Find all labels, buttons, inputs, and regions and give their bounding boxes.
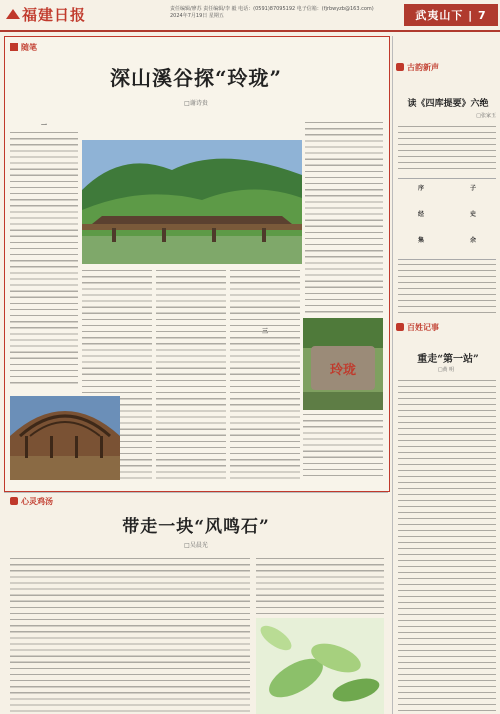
text-block xyxy=(10,556,250,712)
text-block xyxy=(398,378,496,712)
text-block xyxy=(256,556,384,614)
text-block xyxy=(305,120,383,316)
right-article-2-author: □黄 明 xyxy=(437,367,455,373)
right-column-tag-1: 古韵新声 xyxy=(396,62,439,73)
right-column-tag-2: 百姓记事 xyxy=(396,322,439,333)
text-block xyxy=(10,130,78,388)
section-divider xyxy=(4,492,388,493)
poem-heading: 序 xyxy=(417,185,424,192)
right-article-1-title: 读《四库提要》六绝 xyxy=(407,99,489,109)
masthead-meta xyxy=(170,6,400,20)
bottom-column-tag: 心灵鸡汤 xyxy=(10,496,53,507)
text-block xyxy=(303,412,383,480)
column-divider xyxy=(392,36,393,714)
poem-heading: 集 xyxy=(417,237,424,244)
editor-contact: 责任编辑/廖苏 责任编辑/李 毅 电话：(0591)87095192 电子信箱：(fjrbwyzb@163.com) xyxy=(170,6,374,12)
text-block xyxy=(156,268,226,480)
photo-bridge-interior xyxy=(10,396,120,480)
feature-column-tag: 随笔 xyxy=(10,42,37,53)
feature-title: 深山溪谷探“玲珑” xyxy=(109,66,282,90)
poem-heading: 史 xyxy=(469,211,476,218)
section-name: 武夷山下 | 7 xyxy=(404,4,498,26)
text-block xyxy=(398,262,496,314)
poem-heading: 经 xyxy=(417,211,424,218)
feature-body-col1 xyxy=(10,120,78,390)
photo-covered-bridge xyxy=(82,140,302,264)
poem-grid xyxy=(398,178,496,260)
poem-heading: 子 xyxy=(469,185,476,192)
logo-mark-icon xyxy=(6,8,20,20)
right-article-1-author: □张家玉 xyxy=(476,113,496,119)
photo-stone-plaque xyxy=(303,318,383,410)
text-block xyxy=(230,268,300,480)
text-block xyxy=(398,124,496,174)
section-number: 一 xyxy=(40,122,47,129)
bottom-article-title: 带走一块“风鸣石” xyxy=(122,517,270,537)
svg-text:玲珑: 玲珑 xyxy=(329,363,357,378)
photo-green-leaves xyxy=(256,618,384,714)
issue-date: 2024年7月19日 星期五 xyxy=(170,13,224,19)
right-article-2-title: 重走“第一站” xyxy=(417,354,479,365)
poem-heading: 余 xyxy=(469,237,476,244)
newspaper-logo: 福建日报 xyxy=(22,6,87,24)
section-number: 三 xyxy=(261,328,268,335)
bottom-article-author: □吴晨光 xyxy=(184,542,208,549)
feature-author: □谢诗贵 xyxy=(184,100,208,107)
